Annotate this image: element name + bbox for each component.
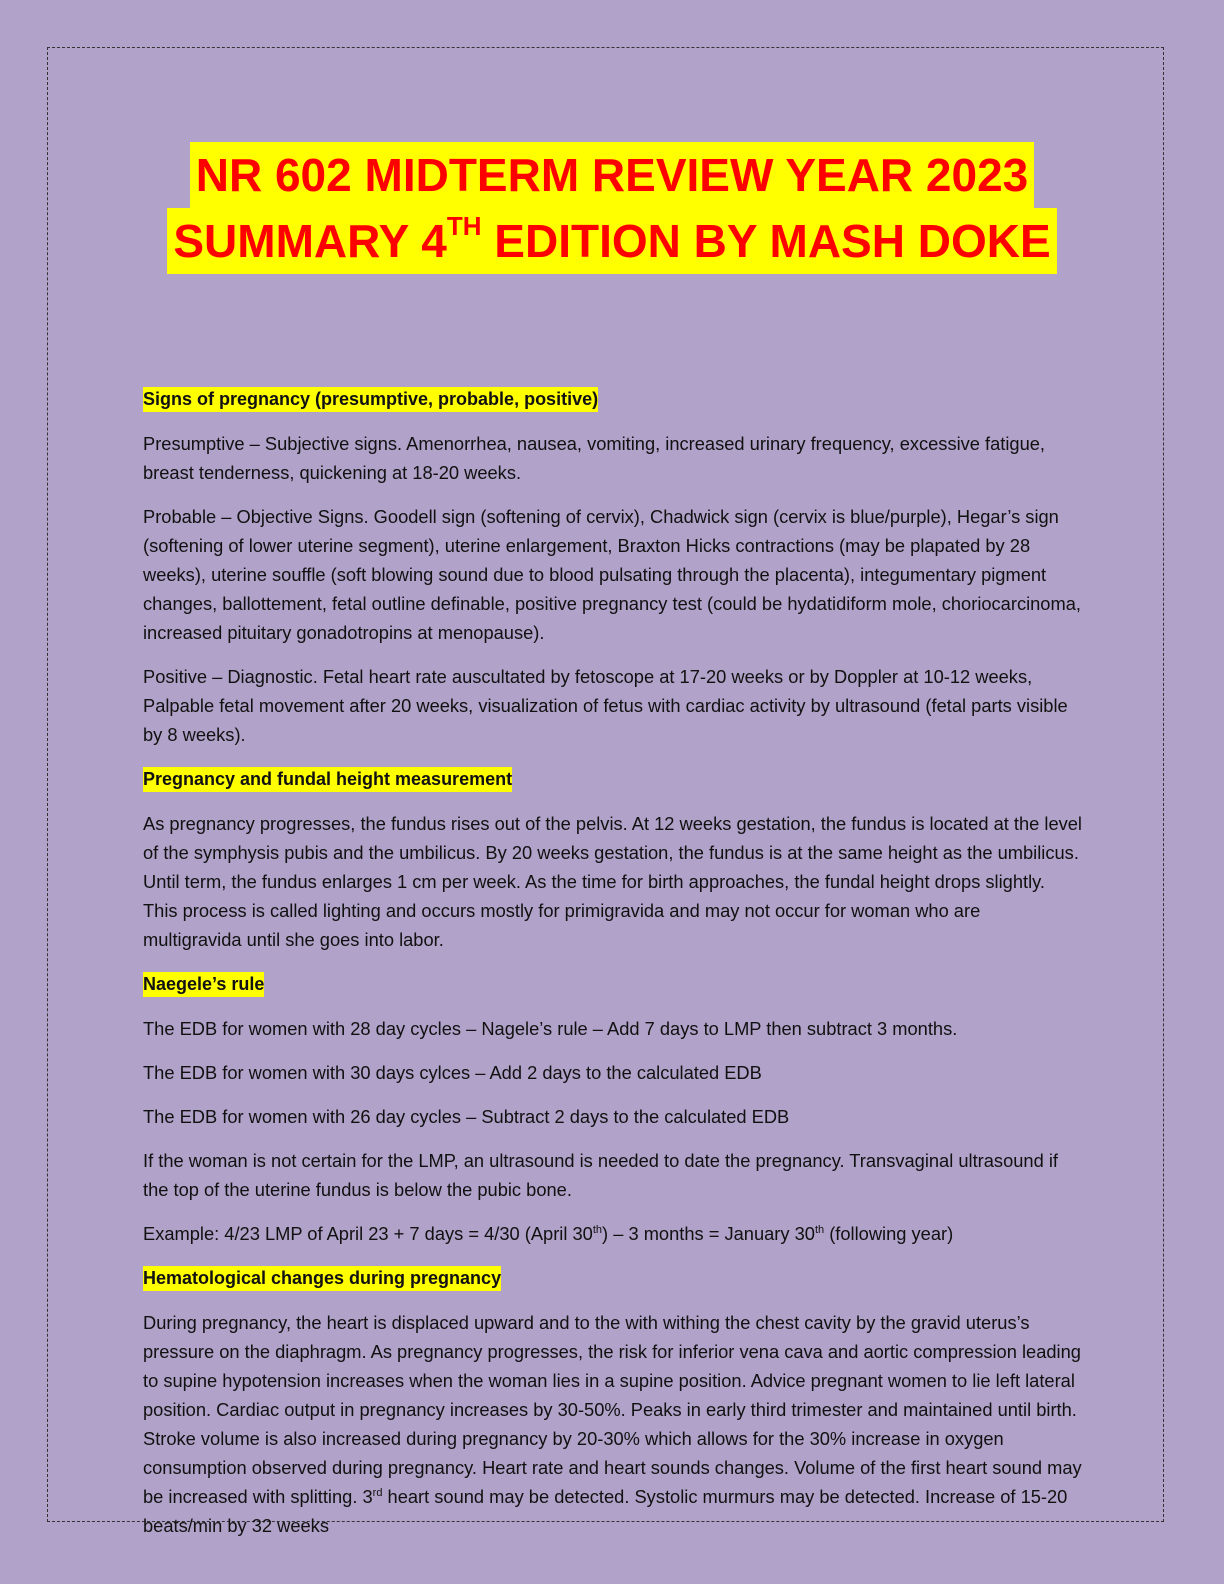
paragraph-edb-26-day: The EDB for women with 26 day cycles – Subtract 2 days to the calculated EDB [143, 1106, 790, 1127]
paragraph-hematological: During pregnancy, the heart is displaced upward and to the with withing the chest cavity by the gravid uterus’s pressure on the diaphragm. As pregnancy progresses, the risk for inferior vena cava and aortic compression leading to supine hypotension increases when the woman lies in a supine position. Advice pregnant women to lie left lateral position. Cardiac output in pregnancy increases by 30-50%. Peaks in early third trimester and maintained until birth. Stroke volume is also increased during pregnancy by 20-30% which allows for the 30% increase in oxygen consumption observed during pregnancy. Heart rate and heart sounds changes. Volume of the first heart sound may be increased with splitting. 3rd heart sound may be detected. Systolic murmurs may be detected. Increase of 15-20 beats/min by 32 weeks [143, 1312, 1082, 1536]
heading-fundal-height: Pregnancy and fundal height measurement [143, 767, 512, 792]
paragraph-positive: Positive – Diagnostic. Fetal heart rate auscultated by fetoscope at 17-20 weeks or by Doppler at 10-12 weeks, Palpable fetal movement after 20 weeks, visualization of fetus with cardiac activity by ultrasound (fetal parts visible by 8 weeks). [143, 666, 1068, 745]
heading-naegeles-rule: Naegele’s rule [143, 972, 264, 997]
paragraph-probable: Probable – Objective Signs. Goodell sign (softening of cervix), Chadwick sign (cervix is blue/purple), Hegar’s sign (softening of lower uterine segment), uterine enlargement, Braxton Hicks contractions (may be plapated by 28 weeks), uterine souffle (soft blowing sound due to blood pulsating through the placenta), integumentary pigment changes, ballottement, fetal outline definable, positive pregnancy test (could be hydatidiform mole, choriocarcinoma, increased pituitary gonadotropins at menopause). [143, 506, 1081, 643]
paragraph-fundal-height: As pregnancy progresses, the fundus rises out of the pelvis. At 12 weeks gestation, the fundus is located at the level of the symphysis pubis and the umbilicus. By 20 weeks gestation, the fundus is at the same height as the umbilicus. Until term, the fundus enlarges 1 cm per week. As the time for birth approaches, the fundal height drops slightly. This process is called lighting and occurs mostly for primigravida and may not occur for woman who are multigravida until she goes into labor. [143, 813, 1082, 950]
paragraph-example: Example: 4/23 LMP of April 23 + 7 days = 4/30 (April 30th) – 3 months = January 30th (following year) [143, 1223, 954, 1244]
paragraph-lmp-uncertain: If the woman is not certain for the LMP, an ultrasound is needed to date the pregnancy. Transvaginal ultrasound if the top of the uterine fundus is below the pubic bone. [143, 1150, 1058, 1200]
heading-hematological-changes: Hematological changes during pregnancy [143, 1266, 501, 1291]
paragraph-edb-30-day: The EDB for women with 30 days cylces – Add 2 days to the calculated EDB [143, 1062, 762, 1083]
paragraph-presumptive: Presumptive – Subjective signs. Amenorrhea, nausea, vomiting, increased urinary frequency, excessive fatigue, breast tenderness, quickening at 18-20 weeks. [143, 433, 1046, 483]
document-title [0, 142, 1224, 274]
title-line-2: SUMMARY 4TH EDITION BY MASH DOKE [167, 208, 1056, 274]
document-body [143, 384, 1083, 1555]
heading-signs-of-pregnancy: Signs of pregnancy (presumptive, probable, positive) [143, 387, 598, 412]
title-line-1: NR 602 MIDTERM REVIEW YEAR 2023 [190, 142, 1035, 208]
paragraph-edb-28-day: The EDB for women with 28 day cycles – Nagele’s rule – Add 7 days to LMP then subtract 3 months. [143, 1018, 958, 1039]
